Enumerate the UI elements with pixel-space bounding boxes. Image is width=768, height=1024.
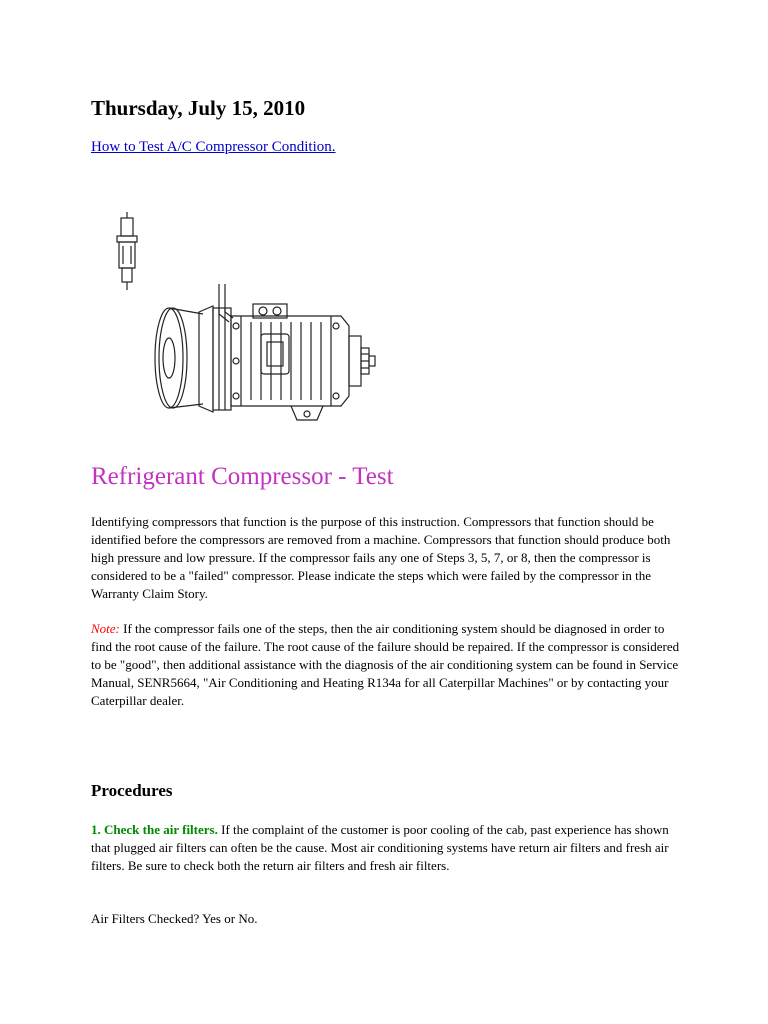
step-1-text: If the complaint of the customer is poor cooling of the cab, past experience has shown that plugged air filters can often be the cause. Most air conditioning systems have return air filters and fresh air filters. Be sure to check both the return air filters and fresh air filters.	[91, 822, 669, 873]
note-text: If the compressor fails one of the steps, then the air conditioning system should be diagnosed in order to find the root cause of the failure. The root cause of the failure should be repaired. If the compressor is considered to be "good", then additional assistance with the diagnosis of the air conditioning system can be found in Service Manual, SENR5664, "Air Conditioning and Heating R134a for all Caterpillar Machines" or by contacting your Caterpillar dealer.	[91, 621, 680, 708]
compressor-diagram	[91, 176, 383, 456]
document-title: Refrigerant Compressor - Test	[91, 463, 394, 490]
intro-paragraph: Identifying compressors that function is the purpose of this instruction. Compressors that function should be identified before the compressors are removed from a machine. Compressors that function should produce both high pressure and low pressure. If the compressor fails any one of Steps 3, 5, 7, or 8, then the compressor is considered to be a "failed" compressor. Please indicate the steps which were failed by the compressor in the Warranty Claim Story.	[91, 514, 671, 601]
note-paragraph	[91, 620, 681, 710]
post-title-link[interactable]: How to Test A/C Compressor Condition.	[91, 139, 336, 155]
compressor-line-drawing-icon	[91, 176, 383, 456]
step-1-label: 1. Check the air filters.	[91, 822, 218, 837]
post-date: Thursday, July 15, 2010	[91, 96, 306, 120]
note-label: Note:	[91, 621, 120, 636]
air-filters-checked-line: Air Filters Checked? Yes or No.	[91, 911, 258, 926]
step-1-paragraph	[91, 821, 681, 875]
procedures-heading: Procedures	[91, 781, 173, 800]
